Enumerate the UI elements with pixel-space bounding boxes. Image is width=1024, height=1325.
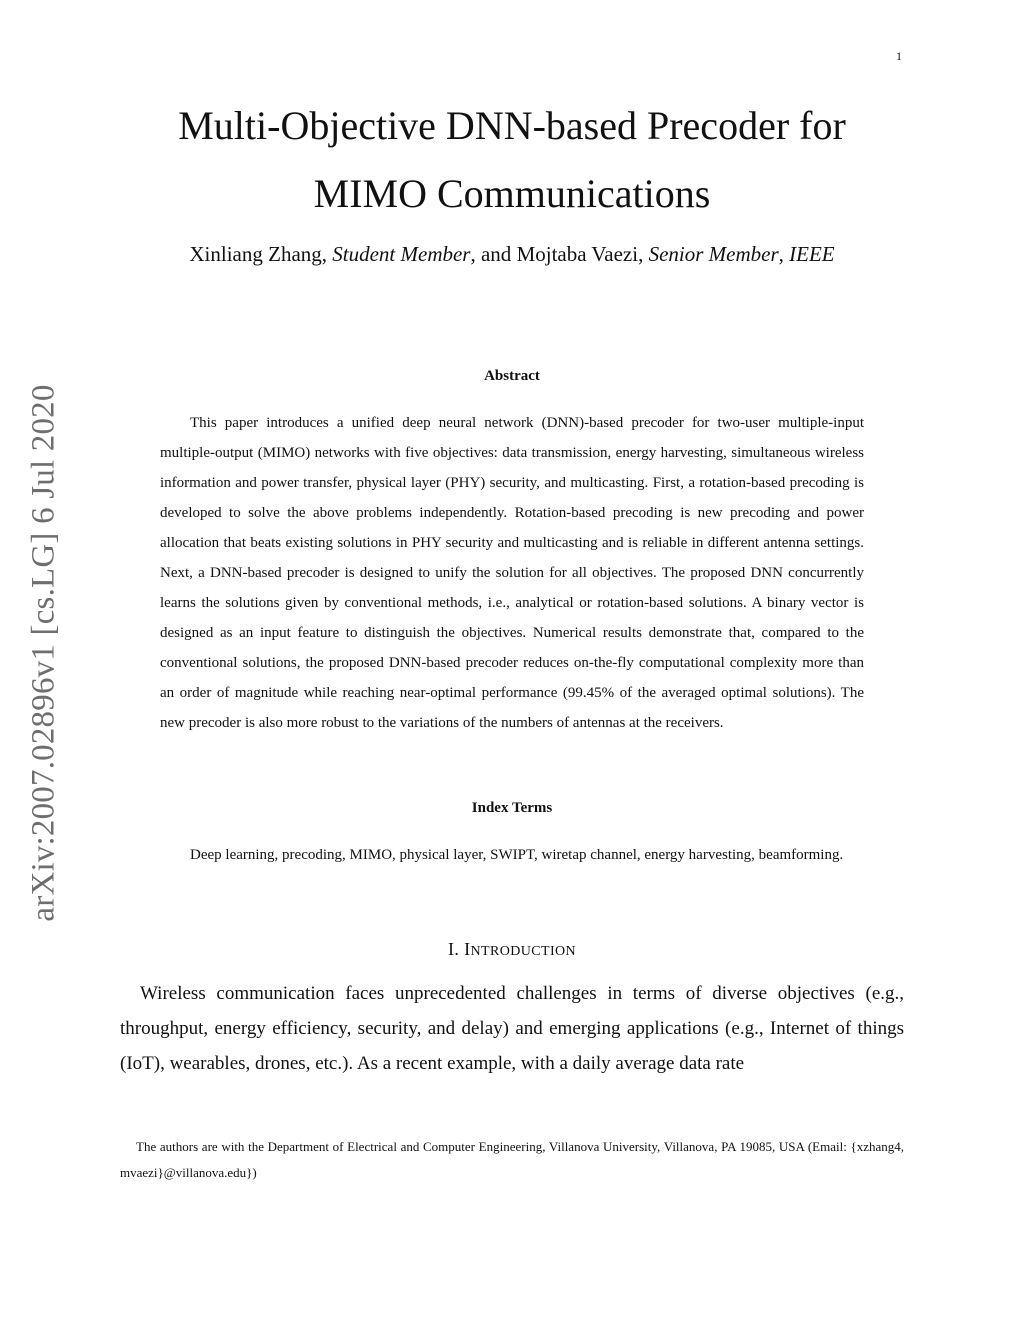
author-name-2: Mojtaba Vaezi bbox=[516, 242, 639, 266]
separator: , bbox=[778, 242, 790, 266]
author-society: IEEE bbox=[789, 242, 835, 266]
paper-title bbox=[100, 92, 924, 228]
section-numeral: I. bbox=[447, 939, 465, 959]
heading-initial: I bbox=[464, 939, 471, 959]
abstract-body: This paper introduces a unified deep neural network (DNN)-based precoder for two-user multiple-input multiple-output (MIMO) networks with five objectives: data transmission, energy harvesting, simultaneous wireless information and power transfer, physical layer (PHY) security, and multicasting. First, a rotation-based precoding is developed to solve the above problems independently. Rotation-based precoding is new precoding and power allocation that beats existing solutions in PHY security and multicasting and is reliable in different antenna settings. Next, a DNN-based precoder is designed to unify the solution for all objectives. The proposed DNN concurrently learns the solutions given by conventional methods, i.e., analytical or rotation-based solutions. A binary vector is designed as an input feature to distinguish the objectives. Numerical results demonstrate that, compared to the conventional solutions, the proposed DNN-based precoder reduces on-the-fly computational complexity more than an order of magnitude while reaching near-optimal performance (99.45% of the averaged optimal solutions). The new precoder is also more robust to the variations of the numbers of antennas at the receivers. bbox=[160, 415, 864, 731]
author-line bbox=[80, 242, 944, 267]
index-terms-body: Deep learning, precoding, MIMO, physical layer, SWIPT, wiretap channel, energy harvesting, beamforming. bbox=[190, 847, 844, 863]
index-terms-heading: Index Terms bbox=[471, 800, 553, 816]
title-line-2: MIMO Communications bbox=[313, 171, 711, 216]
author-role-2: Senior Member bbox=[648, 242, 779, 266]
abstract-heading: Abstract bbox=[484, 368, 540, 384]
separator: , bbox=[638, 242, 649, 266]
author-name-1: Xinliang Zhang bbox=[189, 242, 322, 266]
page-number: 1 bbox=[896, 49, 902, 63]
author-role-1: Student Member bbox=[332, 242, 471, 266]
separator: , and bbox=[470, 242, 517, 266]
heading-small-caps: NTRODUCTION bbox=[470, 944, 577, 959]
author-affiliation-footnote: The authors are with the Department of Electrical and Computer Engineering, Villanova University, Villanova, PA 19085, USA (Email: {xzhang4, mvaezi}@villanova.edu}) bbox=[120, 1139, 904, 1180]
introduction-body: Wireless communication faces unprecedented challenges in terms of diverse objectives (e.g., throughput, energy efficiency, security, and delay) and emerging applications (e.g., Internet of things (IoT), wearables, drones, etc.). As a recent example, with a daily average data rate bbox=[120, 983, 904, 1074]
title-line-1: Multi-Objective DNN-based Precoder for bbox=[178, 103, 846, 148]
arxiv-identifier: arXiv:2007.02896v1 [cs.LG] 6 Jul 2020 bbox=[25, 384, 62, 922]
introduction-heading bbox=[0, 939, 1024, 960]
separator: , bbox=[321, 242, 333, 266]
